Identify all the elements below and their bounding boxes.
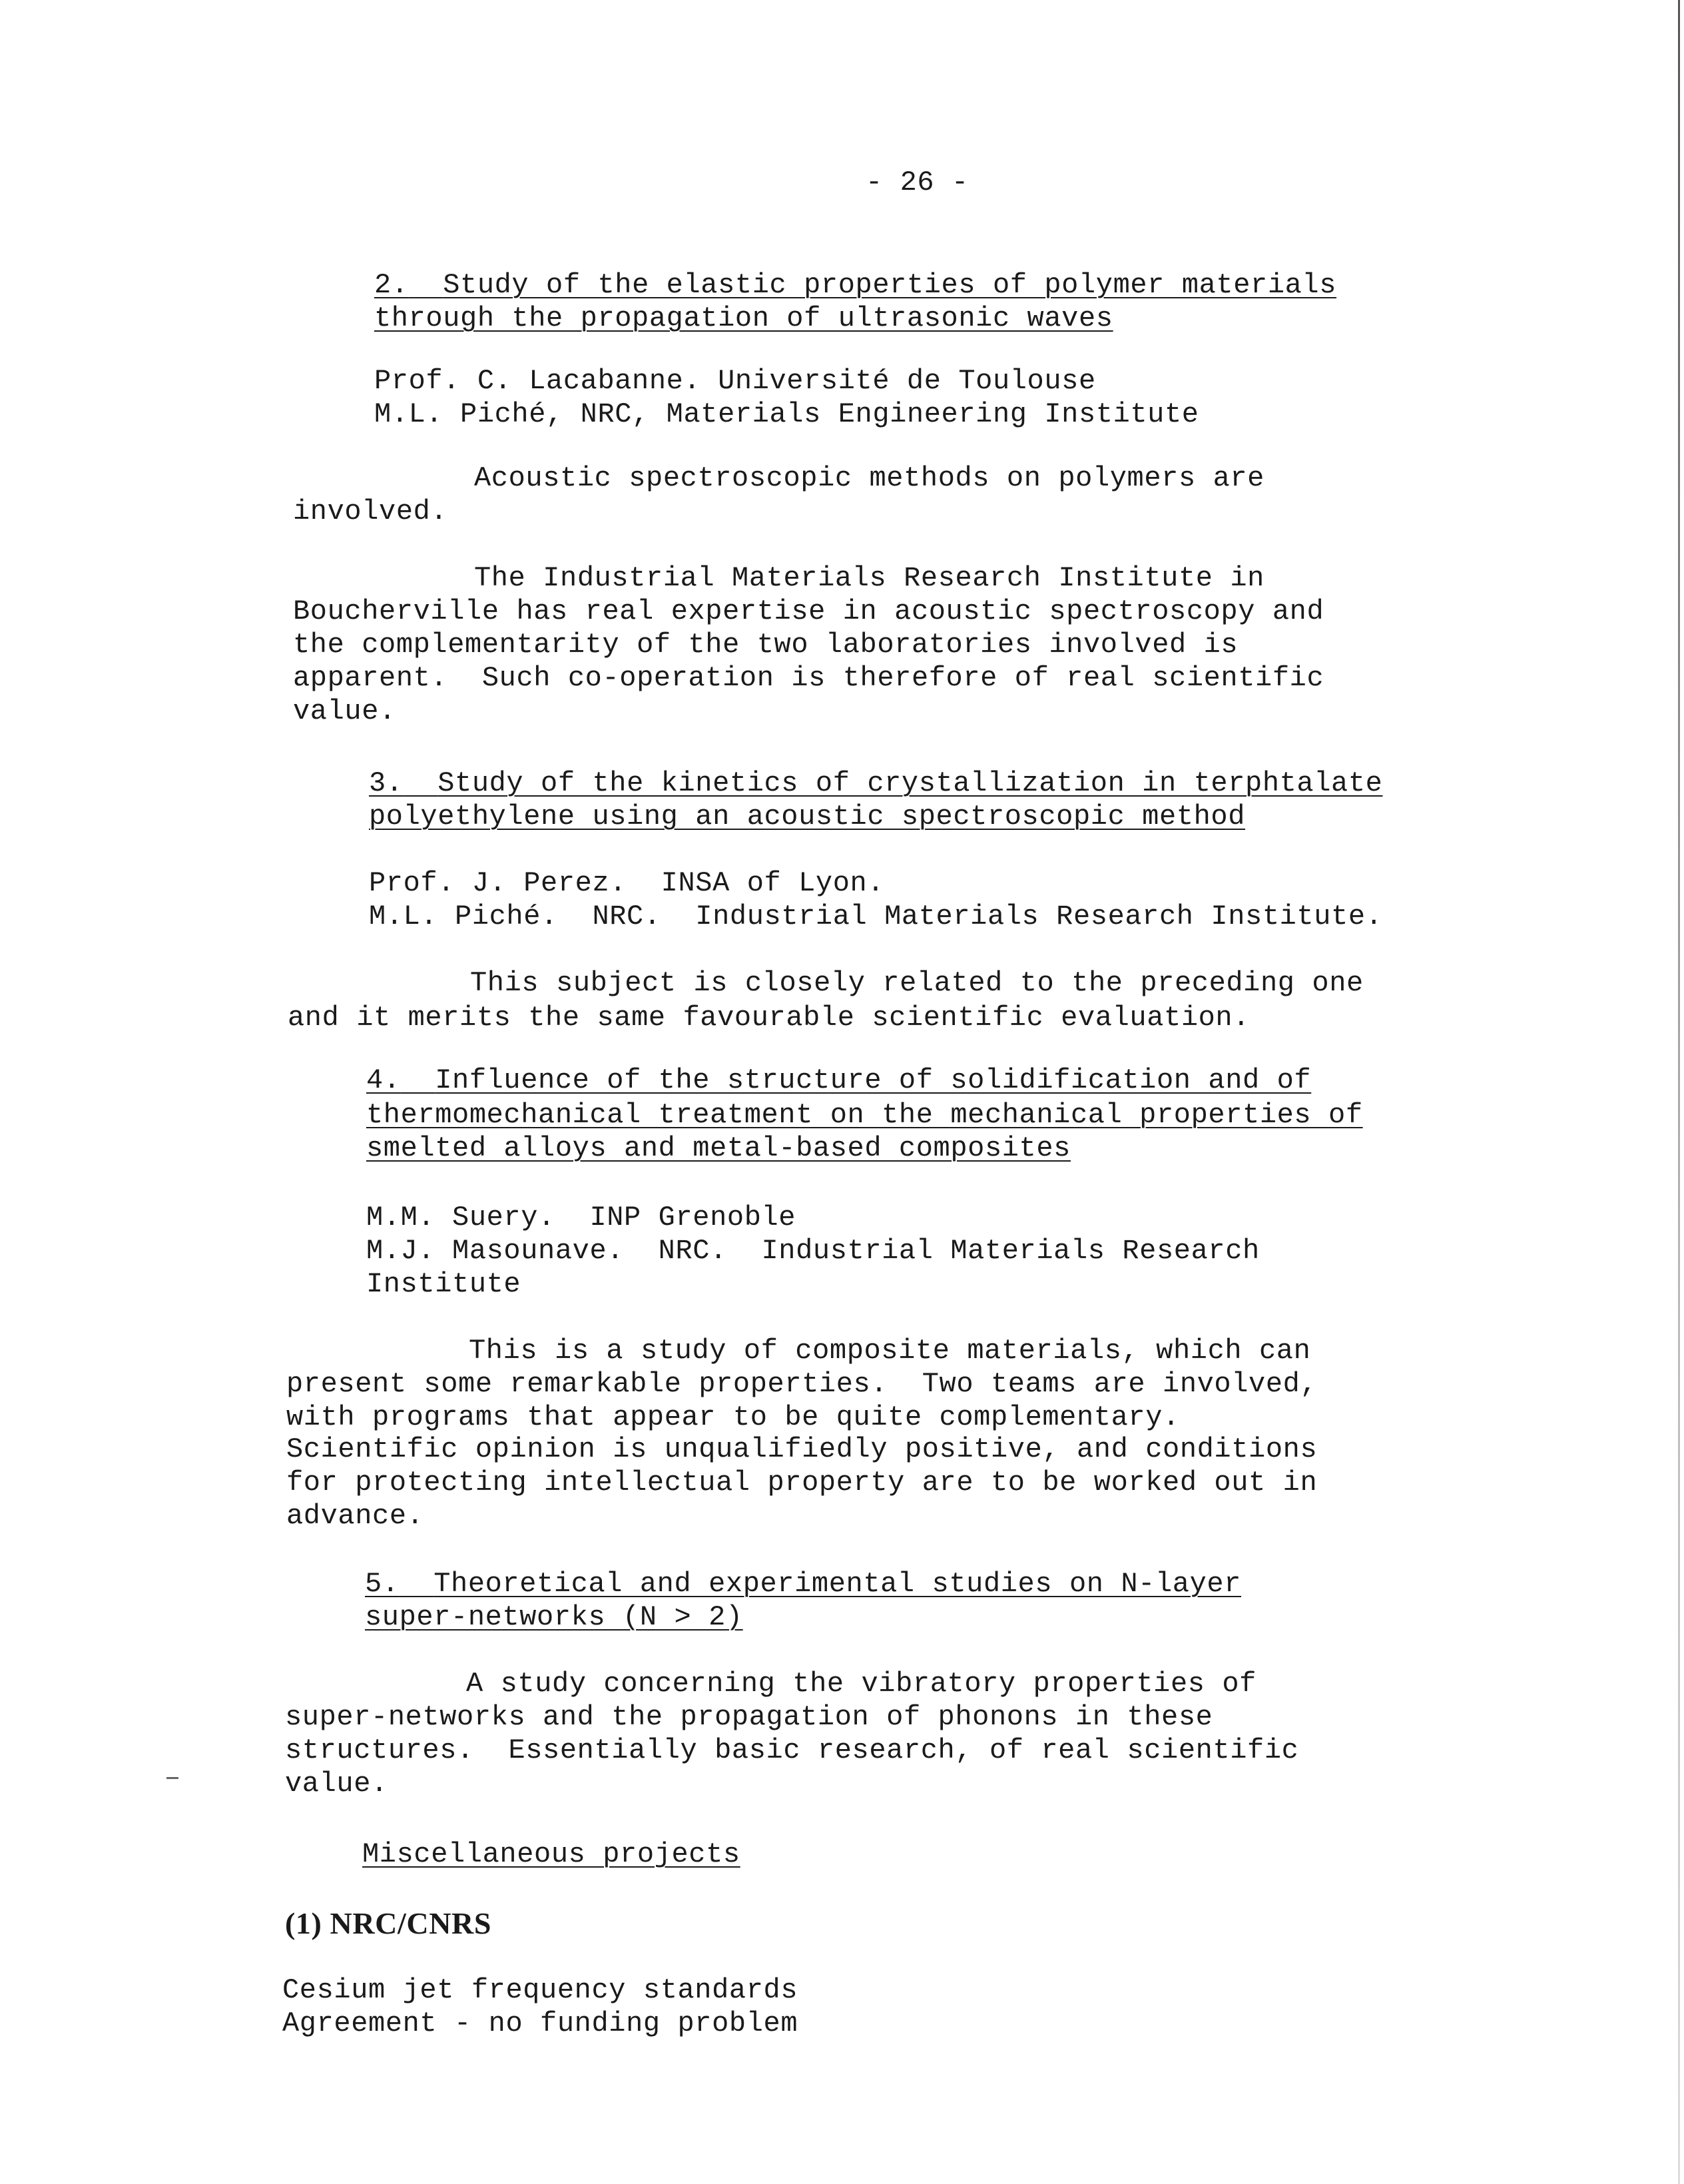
section-2-title-text-1: Study of the elastic properties of polymer materials <box>443 269 1337 301</box>
scan-mark <box>166 1777 178 1779</box>
misc-item-label: (1) NRC/CNRS <box>285 1906 492 1940</box>
section-3-title-line-2: polyethylene using an acoustic spectroscopic method <box>369 801 1246 833</box>
section-4-para-1-line-2: present some remarkable properties. Two teams are involved, <box>286 1368 1318 1400</box>
section-4-number: 4. <box>366 1064 401 1096</box>
section-2-title-line-1 <box>374 268 1336 302</box>
section-2-person-1: Prof. C. Lacabanne. Université de Toulouse <box>374 365 1096 397</box>
section-2-title-line-2: through the propagation of ultrasonic waves <box>374 302 1113 334</box>
section-2-para-2-line-1: The Industrial Materials Research Institute in <box>474 562 1264 594</box>
section-5-para-1-line-4: value. <box>285 1768 388 1800</box>
section-3-para-1-line-1: This subject is closely related to the preceding one <box>470 967 1364 999</box>
section-2-para-2-line-3: the complementarity of the two laboratories involved is <box>293 629 1239 661</box>
section-4-person-2: M.J. Masounave. NRC. Industrial Materials Research <box>366 1235 1260 1267</box>
section-5-para-1-line-1: A study concerning the vibratory properties of <box>466 1668 1257 1700</box>
section-2-para-2-line-5: value. <box>293 695 396 727</box>
section-3-title-line-1 <box>369 766 1382 801</box>
section-4-para-1-line-6: advance. <box>286 1500 424 1532</box>
section-5-number: 5. <box>365 1568 400 1600</box>
section-4-title-line-3: smelted alloys and metal-based composites <box>366 1132 1071 1164</box>
section-5-title-line-2: super-networks (N > 2) <box>365 1601 743 1633</box>
section-4-para-1-line-5: for protecting intellectual property are to be worked out in <box>286 1467 1318 1499</box>
section-4-para-1-line-4: Scientific opinion is unqualifiedly positive, and conditions <box>286 1433 1318 1465</box>
section-2-person-2: M.L. Piché, NRC, Materials Engineering Institute <box>374 398 1199 430</box>
section-2-para-2-line-4: apparent. Such co-operation is therefore of real scientific <box>293 662 1324 694</box>
section-2-number: 2. <box>374 269 409 301</box>
section-3-para-1-line-2: and it merits the same favourable scientific evaluation. <box>288 1002 1251 1034</box>
section-3-title-text-1: Study of the kinetics of crystallization in terphtalate <box>437 767 1383 799</box>
page-number: - 26 - <box>866 167 969 198</box>
section-5-title-text-1: Theoretical and experimental studies on N-layer <box>433 1568 1242 1600</box>
scan-page-edge <box>1678 0 1680 2184</box>
section-4-person-1: M.M. Suery. INP Grenoble <box>366 1202 796 1234</box>
misc-line-1: Cesium jet frequency standards <box>282 1974 798 2006</box>
section-5-para-1-line-2: super-networks and the propagation of phonons in these <box>285 1701 1213 1733</box>
section-3-person-2: M.L. Piché. NRC. Industrial Materials Research Institute. <box>369 901 1383 932</box>
section-4-para-1-line-3: with programs that appear to be quite complementary. <box>286 1401 1180 1433</box>
section-2-para-2-line-2: Boucherville has real expertise in acoustic spectroscopy and <box>293 595 1324 627</box>
section-2-para-1-line-1: Acoustic spectroscopic methods on polymers are <box>474 462 1264 494</box>
section-4-title-line-2: thermomechanical treatment on the mechanical properties of <box>366 1099 1363 1131</box>
section-5-para-1-line-3: structures. Essentially basic research, of real scientific <box>285 1734 1299 1766</box>
section-4-title-text-1: Influence of the structure of solidification and of <box>435 1064 1312 1096</box>
section-3-person-1: Prof. J. Perez. INSA of Lyon. <box>369 867 885 899</box>
misc-heading: Miscellaneous projects <box>362 1838 740 1870</box>
section-5-title-line-1 <box>365 1567 1241 1601</box>
misc-line-2: Agreement - no funding problem <box>282 2007 798 2039</box>
section-4-title-line-1 <box>366 1063 1311 1098</box>
section-4-person-3: Institute <box>366 1268 521 1300</box>
section-4-para-1-line-1: This is a study of composite materials, which can <box>469 1335 1311 1367</box>
section-3-number: 3. <box>369 767 404 799</box>
section-2-para-1-line-2: involved. <box>293 496 448 528</box>
